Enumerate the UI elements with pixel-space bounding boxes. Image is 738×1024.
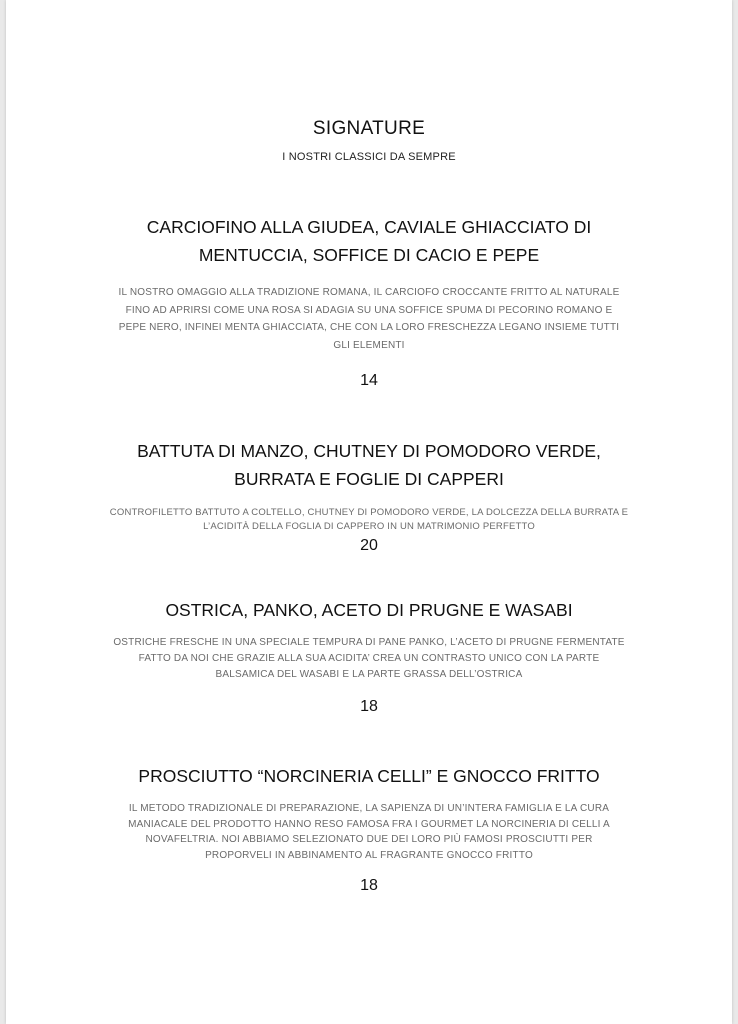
dish-description-line: L’ACIDITÀ DELLA FOGLIA DI CAPPERO IN UN MATRIMONIO PERFETTO bbox=[203, 521, 535, 532]
dish-description-line: IL NOSTRO OMAGGIO ALLA TRADIZIONE ROMANA, IL CARCIOFO CROCCANTE FRITTO AL NATURALE bbox=[118, 287, 620, 298]
dish-description-line: CONTROFILETTO BATTUTO A COLTELLO, CHUTNEY DI POMODORO VERDE, LA DOLCEZZA DELLA BURRATA E bbox=[109, 507, 629, 518]
dish-description bbox=[109, 506, 629, 534]
section-subtitle: I NOSTRI CLASSICI DA SEMPRE bbox=[282, 151, 456, 163]
dish-name-line: CARCIOFINO ALLA GIUDEA, CAVIALE GHIACCIATO DI bbox=[146, 217, 592, 237]
menu-item bbox=[6, 762, 732, 895]
dish-description-line: PROPORVELI IN ABBINAMENTO AL FRAGRANTE GNOCCO FRITTO bbox=[205, 849, 533, 861]
dish-description-line: NOVAFELTRIA. NOI ABBIAMO SELEZIONATO DUE DEI LORO PIÙ FAMOSI PROSCIUTTI PER bbox=[145, 834, 593, 845]
dish-description-line: BALSAMICA DEL WASABI E LA PARTE GRASSA DELL’OSTRICA bbox=[215, 669, 523, 680]
dish-price: 18 bbox=[360, 698, 378, 715]
dish-description bbox=[99, 284, 639, 354]
dish-price: 18 bbox=[360, 877, 378, 894]
menu-item bbox=[6, 596, 732, 716]
dish-description-line: OSTRICHE FRESCHE IN UNA SPECIALE TEMPURA DI PANE PANKO, L’ACETO DI PRUGNE FERMENTATE bbox=[113, 637, 625, 648]
menu-item bbox=[6, 437, 732, 555]
dish-description-line: FATTO DA NOI CHE GRAZIE ALLA SUA ACIDITA’ CREA UN CONTRASTO UNICO CON LA PARTE bbox=[138, 653, 600, 664]
dish-name bbox=[89, 213, 649, 269]
dish-name-line: BURRATA E FOGLIE DI CAPPERI bbox=[234, 469, 504, 489]
dish-description bbox=[99, 801, 639, 863]
dish-description-line: FINO AD APRIRSI COME UNA ROSA SI ADAGIA SU UNA SOFFICE SPUMA DI PECORINO ROMANO E bbox=[125, 304, 613, 316]
dish-description-line: MANIACALE DEL PRODOTTO HANNO RESO FAMOSA FRA I GOURMET LA NORCINERIA DI CELLI A bbox=[128, 818, 610, 830]
dish-name-line: OSTRICA, PANKO, ACETO DI PRUGNE E WASABI bbox=[165, 600, 573, 620]
dish-price: 20 bbox=[360, 537, 378, 554]
dish-name-line: PROSCIUTTO “NORCINERIA CELLI” E GNOCCO FRITTO bbox=[138, 766, 600, 786]
dish-name-line: MENTUCCIA, SOFFICE DI CACIO E PEPE bbox=[198, 245, 540, 265]
dish-description-line: PEPE NERO, INFINEI MENTA GHIACCIATA, CHE CON LA LORO FRESCHEZZA LEGANO INSIEME TUTTI bbox=[118, 322, 620, 333]
dish-description bbox=[99, 635, 639, 683]
dish-name-line: BATTUTA DI MANZO, CHUTNEY DI POMODORO VERDE, bbox=[137, 441, 601, 461]
dish-description-line: IL METODO TRADIZIONALE DI PREPARAZIONE, LA SAPIENZA DI UN’INTERA FAMIGLIA E LA CURA bbox=[128, 803, 610, 814]
dish-name bbox=[89, 596, 649, 624]
dish-price: 14 bbox=[360, 372, 378, 389]
section-title: SIGNATURE bbox=[312, 118, 426, 139]
dish-name bbox=[89, 437, 649, 493]
menu-page bbox=[6, 0, 732, 1024]
dish-name bbox=[89, 762, 649, 790]
menu-item bbox=[6, 213, 732, 390]
dish-description-line: GLI ELEMENTI bbox=[333, 339, 405, 351]
